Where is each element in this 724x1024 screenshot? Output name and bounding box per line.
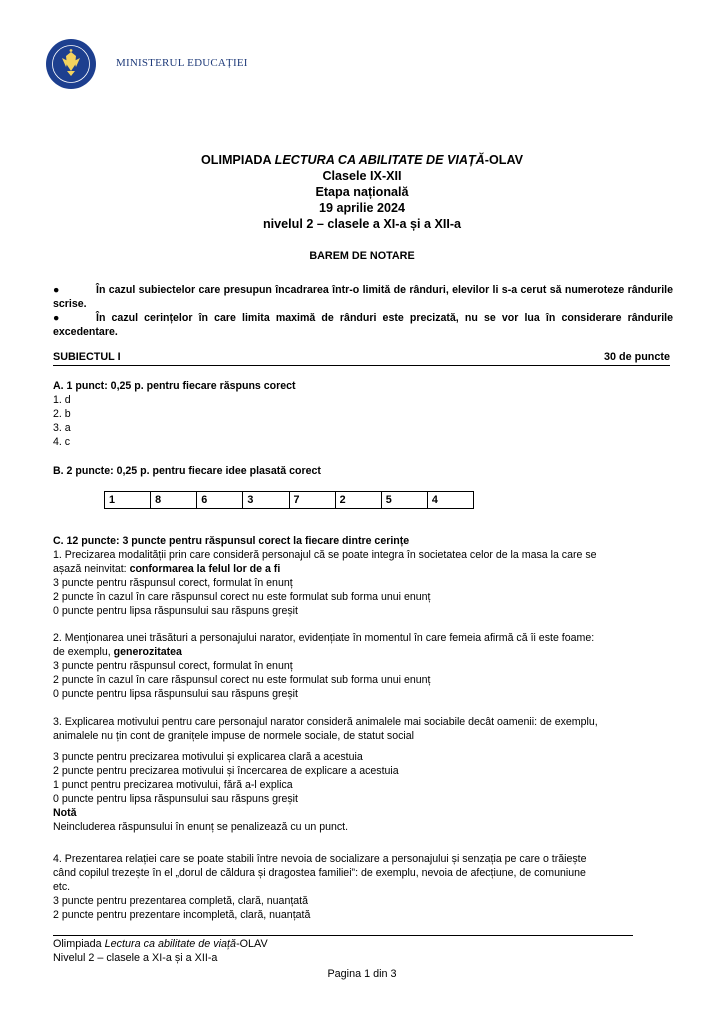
page-number: Pagina 1 din 3 [327, 968, 397, 980]
q3-score-2: 2 puncte pentru precizarea motivului și încercarea de explicare a acestuia [53, 765, 399, 777]
q2-answer: generozitatea [113, 646, 182, 658]
section-a-heading: A. 1 punct: 0,25 p. pentru fiecare răspuns corect [53, 380, 296, 392]
note-1: ● În cazul subiectelor care presupun încadrarea într-o limită de rânduri, elevilor li s-a cerut să numeroteze rândurile scrise. [53, 284, 673, 310]
q2-score-0: 0 puncte pentru lipsa răspunsului sau răspuns greșit [53, 688, 298, 700]
footer-olympiad: Olimpiada Lectura ca abilitate de viață-OLAV [53, 938, 268, 950]
q4-score-3: 3 puncte pentru prezentarea completă, clară, nuanțată [53, 895, 309, 907]
section-b-heading: B. 2 puncte: 0,25 p. pentru fiecare idee plasată corect [53, 465, 321, 477]
answer-a3: 3. a [53, 422, 71, 434]
q1-score-2: 2 puncte în cazul în care răspunsul corect nu este formulat sub forma unui enunț [53, 591, 431, 603]
q1-text-cont: așază neinvitat: conformarea la felul lor de a fi [53, 563, 281, 575]
q3-score-1: 1 punct pentru precizarea motivului, fără a-l explica [53, 779, 293, 791]
order-cell: 5 [381, 492, 427, 509]
olympiad-title: OLIMPIADA LECTURA CA ABILITATE DE VIAȚĂ-OLAV [200, 153, 524, 167]
classes-title: Clasele IX-XII [322, 169, 402, 183]
q2-text-cont: de exemplu, generozitatea [53, 646, 182, 658]
q1-answer: conformarea la felul lor de a fi [129, 563, 281, 575]
order-cell: 6 [197, 492, 243, 509]
order-cell: 2 [335, 492, 381, 509]
order-cell: 1 [105, 492, 151, 509]
q1-score-0: 0 puncte pentru lipsa răspunsului sau răspuns greșit [53, 605, 298, 617]
q3-score-0: 0 puncte pentru lipsa răspunsului sau răspuns greșit [53, 793, 298, 805]
government-seal-logo [45, 38, 97, 90]
q3-note-label: Notă [53, 807, 77, 819]
order-cell: 8 [151, 492, 197, 509]
date-title: 19 aprilie 2024 [318, 201, 406, 215]
q3-text: 3. Explicarea motivului pentru care personajul narator consideră animalele mai sociabile decât oamenii: de exemplu, [53, 716, 598, 728]
q2-score-3: 3 puncte pentru răspunsul corect, formulat în enunț [53, 660, 293, 672]
ministry-name: MINISTERUL EDUCAȚIEI [116, 57, 248, 69]
q2-text: 2. Menționarea unei trăsături a personajului narator, evidențiate în momentul în care femeia afirmă că îi este foame: [53, 632, 595, 644]
section-c-heading: C. 12 puncte: 3 puncte pentru răspunsul corect la fiecare dintre cerințe [53, 535, 410, 547]
q3-score-3: 3 puncte pentru precizarea motivului și explicarea clară a acestuia [53, 751, 363, 763]
order-cell: 7 [289, 492, 335, 509]
q4-text-end: etc. [53, 881, 71, 893]
order-cell: 4 [427, 492, 473, 509]
q4-text-cont: când copilul trezește în el „dorul de căldura și dragostea familiei”: de exemplu, nevoia de afecțiune, de comuniune [53, 867, 586, 879]
q4-text: 4. Prezentarea relației care se poate stabili între nevoia de socializare a personajului și senzația pe care o trăiește [53, 853, 587, 865]
q1-score-3: 3 puncte pentru răspunsul corect, formulat în enunț [53, 577, 293, 589]
subject-heading: SUBIECTUL I 30 de puncte [53, 351, 670, 366]
order-cell: 3 [243, 492, 289, 509]
answer-a2: 2. b [53, 408, 71, 420]
q1-text: 1. Precizarea modalității prin care consideră personajul că se poate integra în societatea celor de la masa la care se [53, 549, 597, 561]
q3-text-cont: animalele nu țin cont de granițele impuse de normele sociale, de statut social [53, 730, 414, 742]
barem-heading: BAREM DE NOTARE [309, 250, 415, 262]
answer-a1: 1. d [53, 394, 71, 406]
footer-divider [53, 935, 633, 936]
answer-a4: 4. c [53, 436, 71, 448]
stage-title: Etapa națională [315, 185, 409, 199]
q4-score-2: 2 puncte pentru prezentare incompletă, clară, nuanțată [53, 909, 311, 921]
level-title: nivelul 2 – clasele a XI-a și a XII-a [262, 217, 462, 231]
q3-note-text: Neincluderea răspunsului în enunț se penalizează cu un punct. [53, 821, 349, 833]
q2-score-2: 2 puncte în cazul în care răspunsul corect nu este formulat sub forma unui enunț [53, 674, 431, 686]
answer-order-table [104, 491, 474, 509]
footer-level: Nivelul 2 – clasele a XI-a și a XII-a [53, 952, 218, 964]
note-2: ● În cazul cerințelor în care limita maximă de rânduri este precizată, nu se vor lua în considerare rândurile excedentare. [53, 312, 673, 338]
